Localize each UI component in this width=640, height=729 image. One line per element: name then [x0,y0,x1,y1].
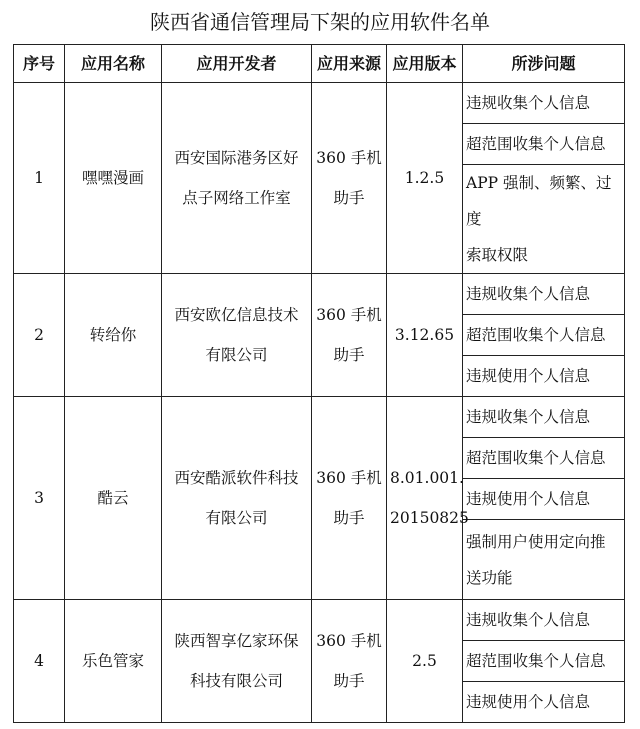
issue-text: 索取权限 [466,246,529,264]
app-developer [162,600,312,723]
issue-cell [463,600,625,641]
issue-text: 超范围收集个人信息 [466,449,606,467]
app-version-line: 2.5 [412,652,437,670]
issue-cell [463,479,625,520]
app-name [65,600,162,723]
app-version-line: 3.12.65 [394,326,455,344]
app-source-line: 助手 [333,346,365,364]
app-name-line: 乐色管家 [81,652,144,670]
app-source [312,600,387,723]
issue-cell [463,315,625,356]
issue-text: 违规使用个人信息 [466,490,591,508]
app-source-line: 助手 [333,672,365,690]
table-row [14,600,625,641]
app-developer-line: 科技有限公司 [189,672,283,690]
issue-text: 违规收集个人信息 [466,94,591,112]
table-header-row [14,45,625,83]
app-developer [162,83,312,274]
app-developer-line: 西安国际港务区好 [174,149,299,167]
app-developer-line: 有限公司 [205,346,268,364]
app-source-line: 360 手机 [316,306,382,324]
column-header: 所涉问题 [463,45,625,83]
issue-text: 违规收集个人信息 [466,285,591,303]
app-developer [162,274,312,397]
table-row [14,397,625,438]
app-developer-line: 陕西智享亿家环保 [174,632,299,650]
app-source-line: 助手 [333,189,365,207]
app-developer-line: 西安酷派软件科技 [174,469,299,487]
column-header: 应用名称 [65,45,162,83]
issue-cell [463,124,625,165]
app-version [387,274,463,397]
row-number [14,397,65,600]
issue-cell [463,641,625,682]
app-source-line: 360 手机 [316,632,382,650]
app-developer-line: 西安欧亿信息技术 [174,306,299,324]
table-row [14,83,625,124]
app-source-line: 360 手机 [316,149,382,167]
app-developer [162,397,312,600]
issue-cell [463,356,625,397]
app-version-line: 20150825 [390,509,469,527]
row-number-line: 1 [34,169,44,187]
app-version-line: 8.01.001. [390,469,464,487]
row-number-line: 2 [34,326,44,344]
issue-text: 送功能 [466,568,513,587]
issue-text: 超范围收集个人信息 [466,326,606,344]
issue-cell [463,274,625,315]
app-developer-line: 有限公司 [205,509,268,527]
app-version [387,397,469,600]
app-name [65,83,162,274]
app-developer-line: 点子网络工作室 [182,189,291,207]
app-source-line: 360 手机 [316,469,382,487]
issue-text: 违规收集个人信息 [466,408,591,426]
issue-cell [463,682,625,723]
row-number-line: 3 [34,489,44,507]
row-number [14,600,65,723]
app-source-line: 助手 [333,509,365,527]
issue-text: 超范围收集个人信息 [466,135,606,153]
row-number-line: 4 [34,652,44,670]
issue-text: 违规收集个人信息 [466,611,591,629]
app-source [312,83,387,274]
app-name [65,274,162,397]
app-name-line: 转给你 [89,326,137,344]
row-number [14,83,65,274]
app-removal-table [13,44,625,723]
app-version [387,600,463,723]
app-source [312,274,387,397]
issue-cell [463,438,625,479]
app-name [65,397,162,600]
column-header: 应用开发者 [162,45,312,83]
issue-text: 违规使用个人信息 [466,693,591,711]
app-version-line: 1.2.5 [404,169,445,187]
column-header: 序号 [14,45,65,83]
row-number [14,274,65,397]
issue-cell [463,165,625,274]
issue-cell [463,83,625,124]
issue-text: 超范围收集个人信息 [466,652,606,670]
issue-cell [463,397,625,438]
column-header: 应用版本 [387,45,463,83]
column-header: 应用来源 [312,45,387,83]
app-source [312,397,387,600]
issue-text: APP 强制、频繁、过度 [466,174,612,228]
issue-text: 违规使用个人信息 [466,367,591,385]
issue-cell [463,520,625,600]
app-version [387,83,463,274]
app-name-line: 酷云 [97,489,129,507]
issue-text: 强制用户使用定向推 [466,532,606,551]
document-title: 陕西省通信管理局下架的应用软件名单 [150,10,490,34]
table-row [14,274,625,315]
app-name-line: 嘿嘿漫画 [81,169,144,187]
